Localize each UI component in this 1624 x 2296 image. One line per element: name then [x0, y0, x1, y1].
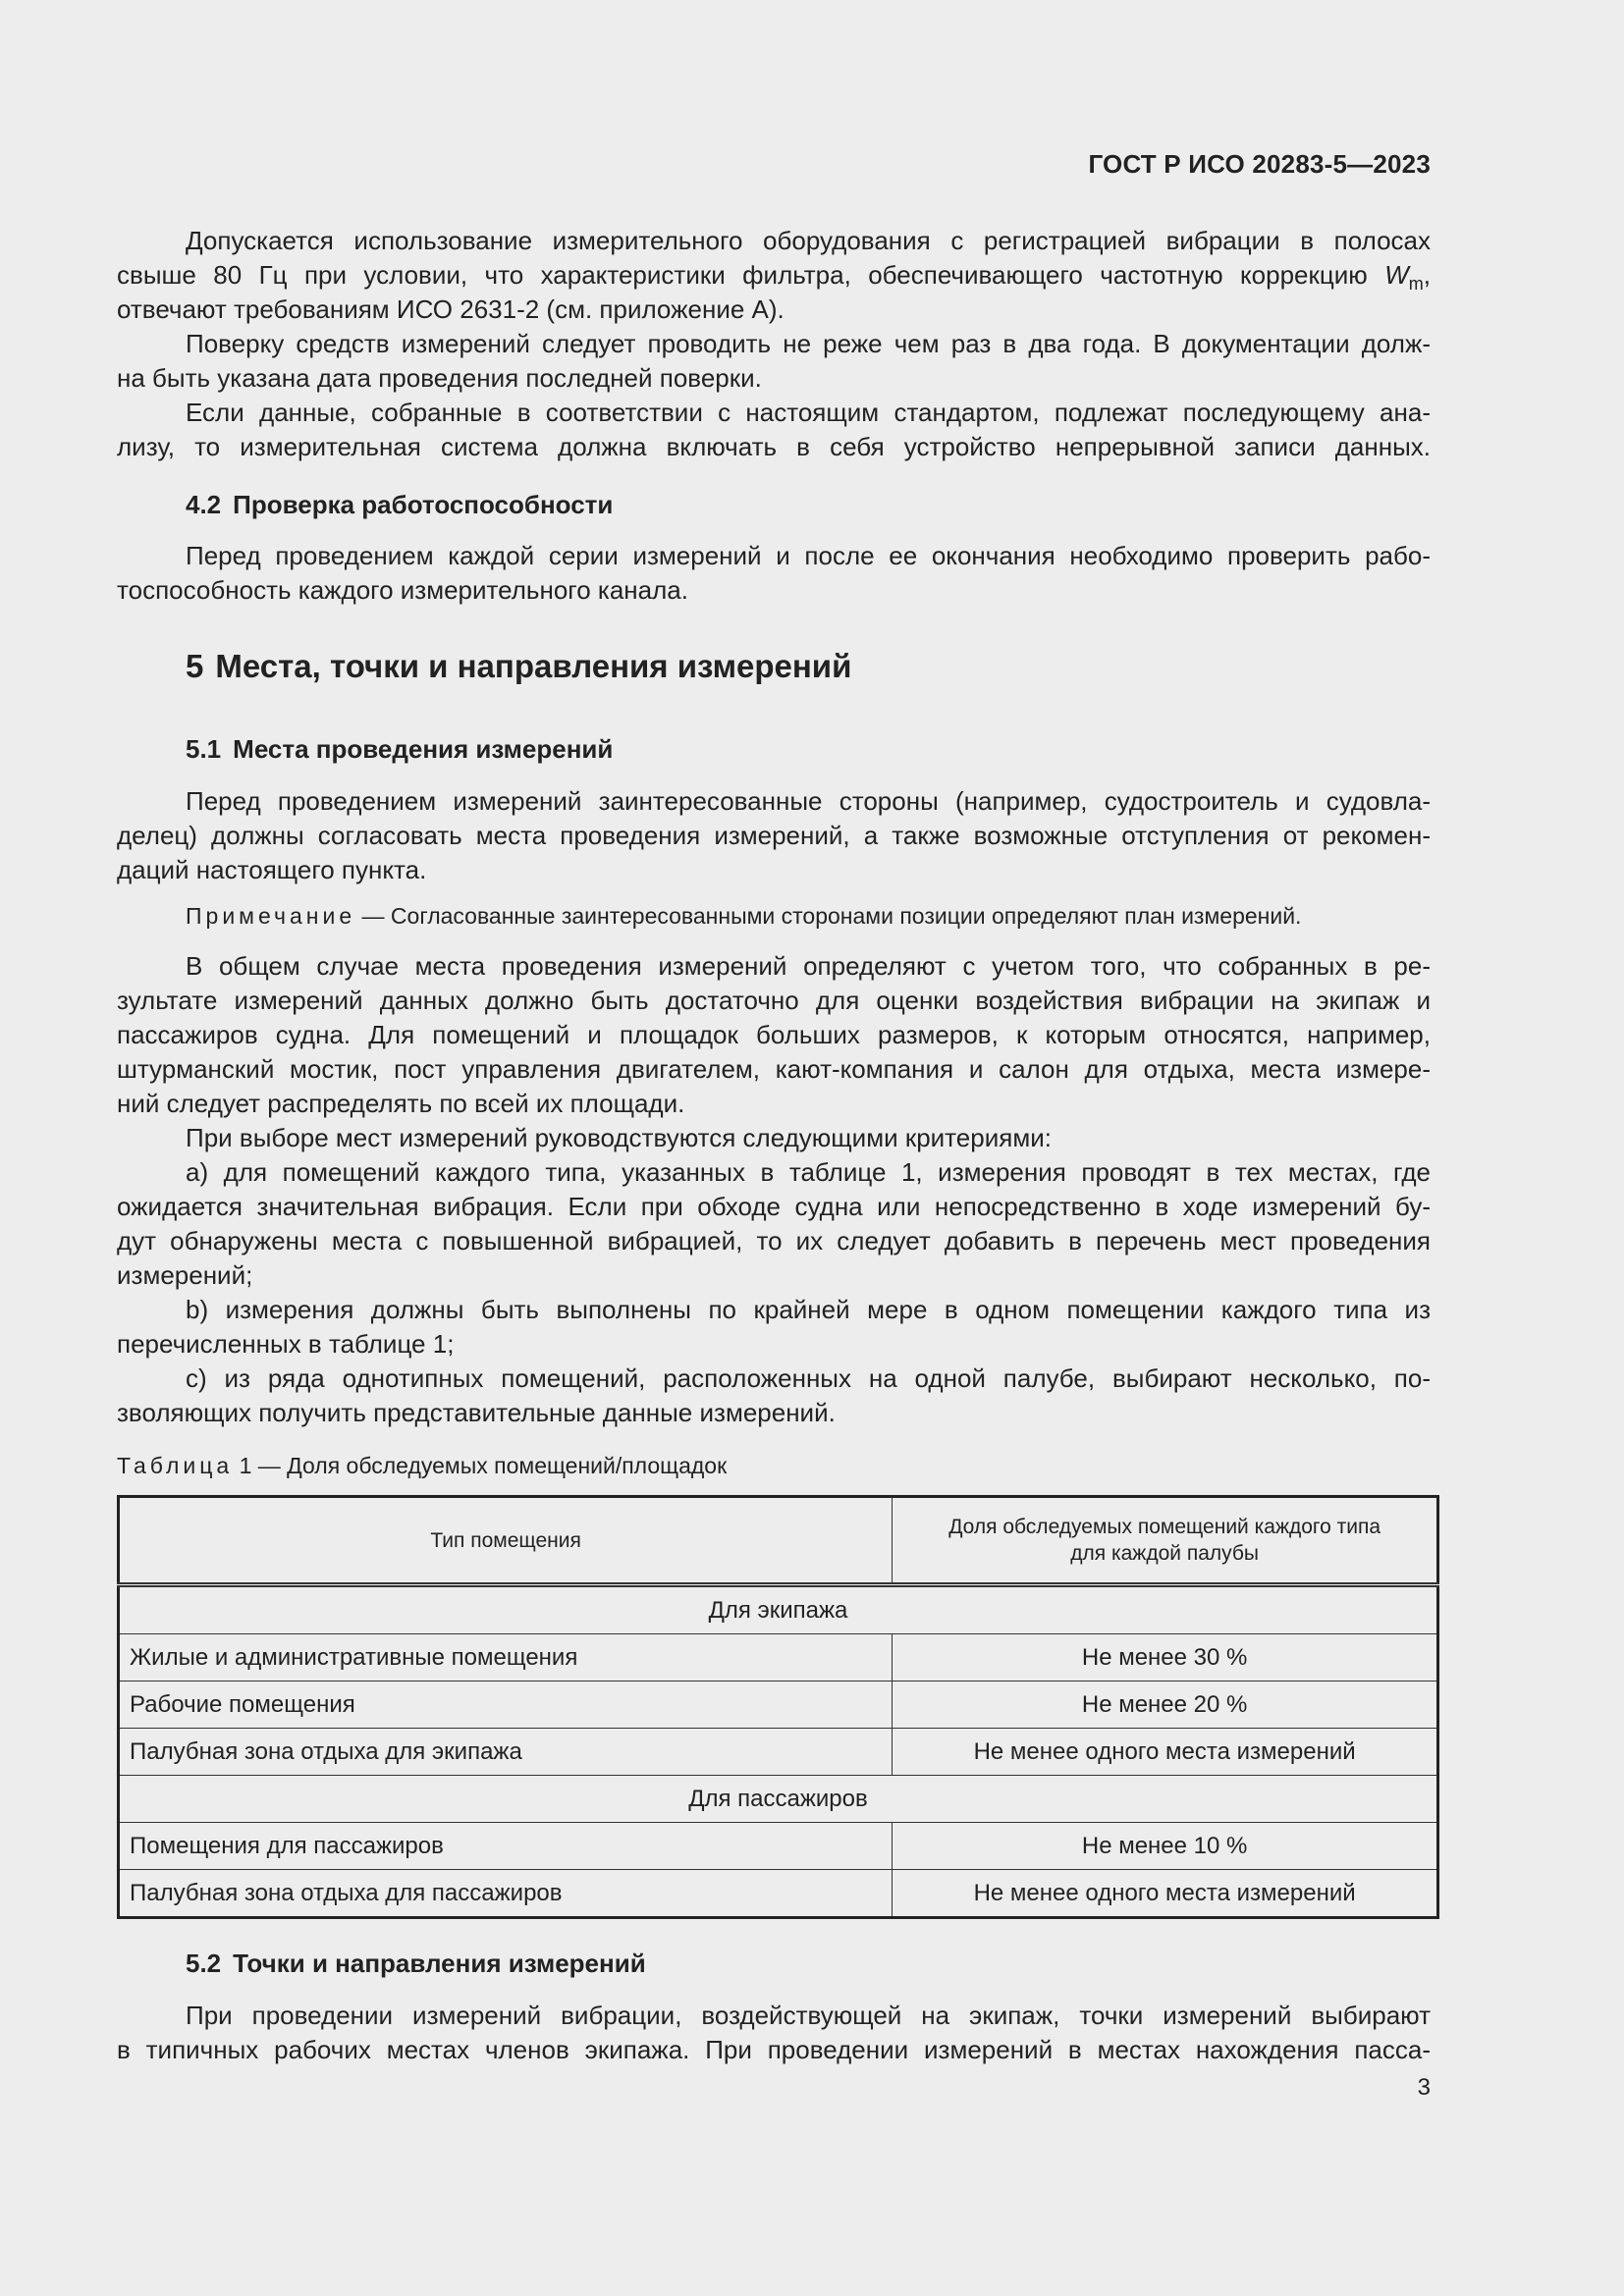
section-heading-4-2 — [186, 490, 613, 520]
group-passengers: Для пассажиров — [119, 1776, 1438, 1823]
header-line: для каждой палубы — [1070, 1542, 1259, 1565]
paragraph-line: зультате измерений данных должно быть достаточно для оценки воздействия вибрации на экипаж и — [117, 986, 1431, 1015]
text: свыше 80 Гц при условии, что характеристики фильтра, обеспечивающего частотную коррекцию — [117, 260, 1385, 290]
heading-number: 5 — [186, 648, 204, 684]
paragraph-line: перечисленных в таблице 1; — [117, 1329, 455, 1359]
table-row — [119, 1823, 1438, 1870]
note-label: Примечание — [186, 903, 356, 929]
cell-share: Не менее одного места измерений — [893, 1870, 1438, 1918]
paragraph-line: делец) должны согласовать места проведения измерений, а также возможные отступления от рекомен- — [117, 821, 1431, 850]
caption-text: 1 — Доля обследуемых помещений/площадок — [233, 1453, 728, 1478]
table-row — [119, 1870, 1438, 1918]
paragraph-line: При проведении измерений вибрации, воздействующей на экипаж, точки измерений выбирают — [186, 2001, 1431, 2030]
heading-number: 4.2 — [186, 490, 222, 519]
cell-type: Помещения для пассажиров — [119, 1823, 893, 1870]
paragraph-line: дут обнаружены места с повышенной вибрацией, то их следует добавить в перечень мест проведения — [117, 1226, 1431, 1255]
table-group-row — [119, 1585, 1438, 1634]
table-caption — [117, 1453, 727, 1479]
list-item-b: b) измерения должны быть выполнены по крайней мере в одном помещении каждого типа из — [186, 1295, 1431, 1324]
group-crew: Для экипажа — [119, 1585, 1438, 1634]
paragraph-line: При выборе мест измерений руководствуются следующими критериями: — [186, 1123, 1052, 1152]
list-item-c: c) из ряда однотипных помещений, расположенных на одной палубе, выбирают несколько, по- — [186, 1363, 1431, 1393]
cell-type: Жилые и административные помещения — [119, 1634, 893, 1682]
paragraph-line: ний следует распределять по всей их площади. — [117, 1089, 685, 1118]
heading-text: Места, точки и направления измерений — [215, 648, 852, 684]
paragraph-line: отвечают требованиям ИСО 2631-2 (см. приложение А). — [117, 294, 785, 324]
section-heading-5-2 — [186, 1949, 646, 1979]
paragraph-line: зволяющих получить представительные данные измерений. — [117, 1398, 836, 1427]
note — [186, 901, 1301, 931]
cell-type: Палубная зона отдыха для пассажиров — [119, 1870, 893, 1918]
caption-label: Таблица — [117, 1453, 234, 1478]
text: Допускается использование измерительного оборудования с регистрацией вибрации в полосах — [186, 226, 1431, 255]
column-header-share — [893, 1497, 1438, 1585]
text: , — [1423, 260, 1431, 290]
heading-number: 5.2 — [186, 1949, 222, 1978]
table-row — [119, 1634, 1438, 1682]
section-heading-5-1 — [186, 734, 613, 765]
heading-text: Проверка работоспособности — [233, 490, 614, 519]
header-line: Доля обследуемых помещений каждого типа — [948, 1516, 1381, 1538]
symbol-w: W — [1384, 260, 1409, 290]
paragraph-line: Если данные, собранные в соответствии с настоящим стандартом, подлежат последующему ана- — [186, 398, 1431, 427]
page-number: 3 — [1417, 2074, 1431, 2101]
cell-share: Не менее 10 % — [893, 1823, 1438, 1870]
standard-header: ГОСТ Р ИСО 20283-5—2023 — [1088, 149, 1431, 179]
table-group-row — [119, 1776, 1438, 1823]
paragraph-line: лизу, то измерительная система должна включать в себя устройство непрерывной записи данных. — [117, 432, 1431, 461]
paragraph-line: измерений; — [117, 1260, 253, 1290]
heading-text: Места проведения измерений — [233, 734, 614, 764]
list-item-a: a) для помещений каждого типа, указанных в таблице 1, измерения проводят в тех местах, где — [186, 1157, 1431, 1187]
table-header-row — [119, 1497, 1438, 1585]
heading-number: 5.1 — [186, 734, 222, 764]
symbol-sub: m — [1408, 274, 1424, 294]
paragraph-line: на быть указана дата проведения последней поверки. — [117, 363, 762, 393]
section-heading-5 — [186, 648, 851, 685]
table-row — [119, 1682, 1438, 1729]
paragraph-line: тоспособность каждого измерительного канала. — [117, 575, 688, 605]
paragraph-line: ожидается значительная вибрация. Если при обходе судна или непосредственно в ходе измерений бу- — [117, 1192, 1431, 1221]
cell-share: Не менее 20 % — [893, 1682, 1438, 1729]
rooms-table — [117, 1495, 1439, 1919]
paragraph-line: даций настоящего пункта. — [117, 855, 427, 884]
cell-share: Не менее 30 % — [893, 1634, 1438, 1682]
paragraph-line: штурманский мостик, пост управления двигателем, кают-компания и салон для отдыха, места измере- — [117, 1054, 1431, 1084]
paragraph-line — [117, 224, 1431, 258]
heading-text: Точки и направления измерений — [233, 1949, 646, 1978]
paragraph-line: Перед проведением каждой серии измерений и после ее окончания необходимо проверить рабо- — [186, 541, 1431, 570]
paragraph-line: в типичных рабочих местах членов экипажа. При проведении измерений в местах нахождения пасса- — [117, 2035, 1431, 2064]
cell-type: Рабочие помещения — [119, 1682, 893, 1729]
cell-share: Не менее одного места измерений — [893, 1729, 1438, 1776]
paragraph-line: В общем случае места проведения измерений определяют с учетом того, что собранных в ре- — [186, 951, 1431, 981]
note-text: — Согласованные заинтересованными сторонами позиции определяют план измерений. — [355, 903, 1302, 929]
cell-type: Палубная зона отдыха для экипажа — [119, 1729, 893, 1776]
paragraph-line: Перед проведением измерений заинтересованные стороны (например, судостроитель и судовла- — [186, 786, 1431, 816]
table-row — [119, 1729, 1438, 1776]
column-header-type: Тип помещения — [119, 1497, 893, 1585]
paragraph-line: Поверку средств измерений следует проводить не реже чем раз в два года. В документации долж- — [186, 329, 1431, 358]
paragraph-line: пассажиров судна. Для помещений и площадок больших размеров, к которым относятся, например, — [117, 1020, 1431, 1049]
